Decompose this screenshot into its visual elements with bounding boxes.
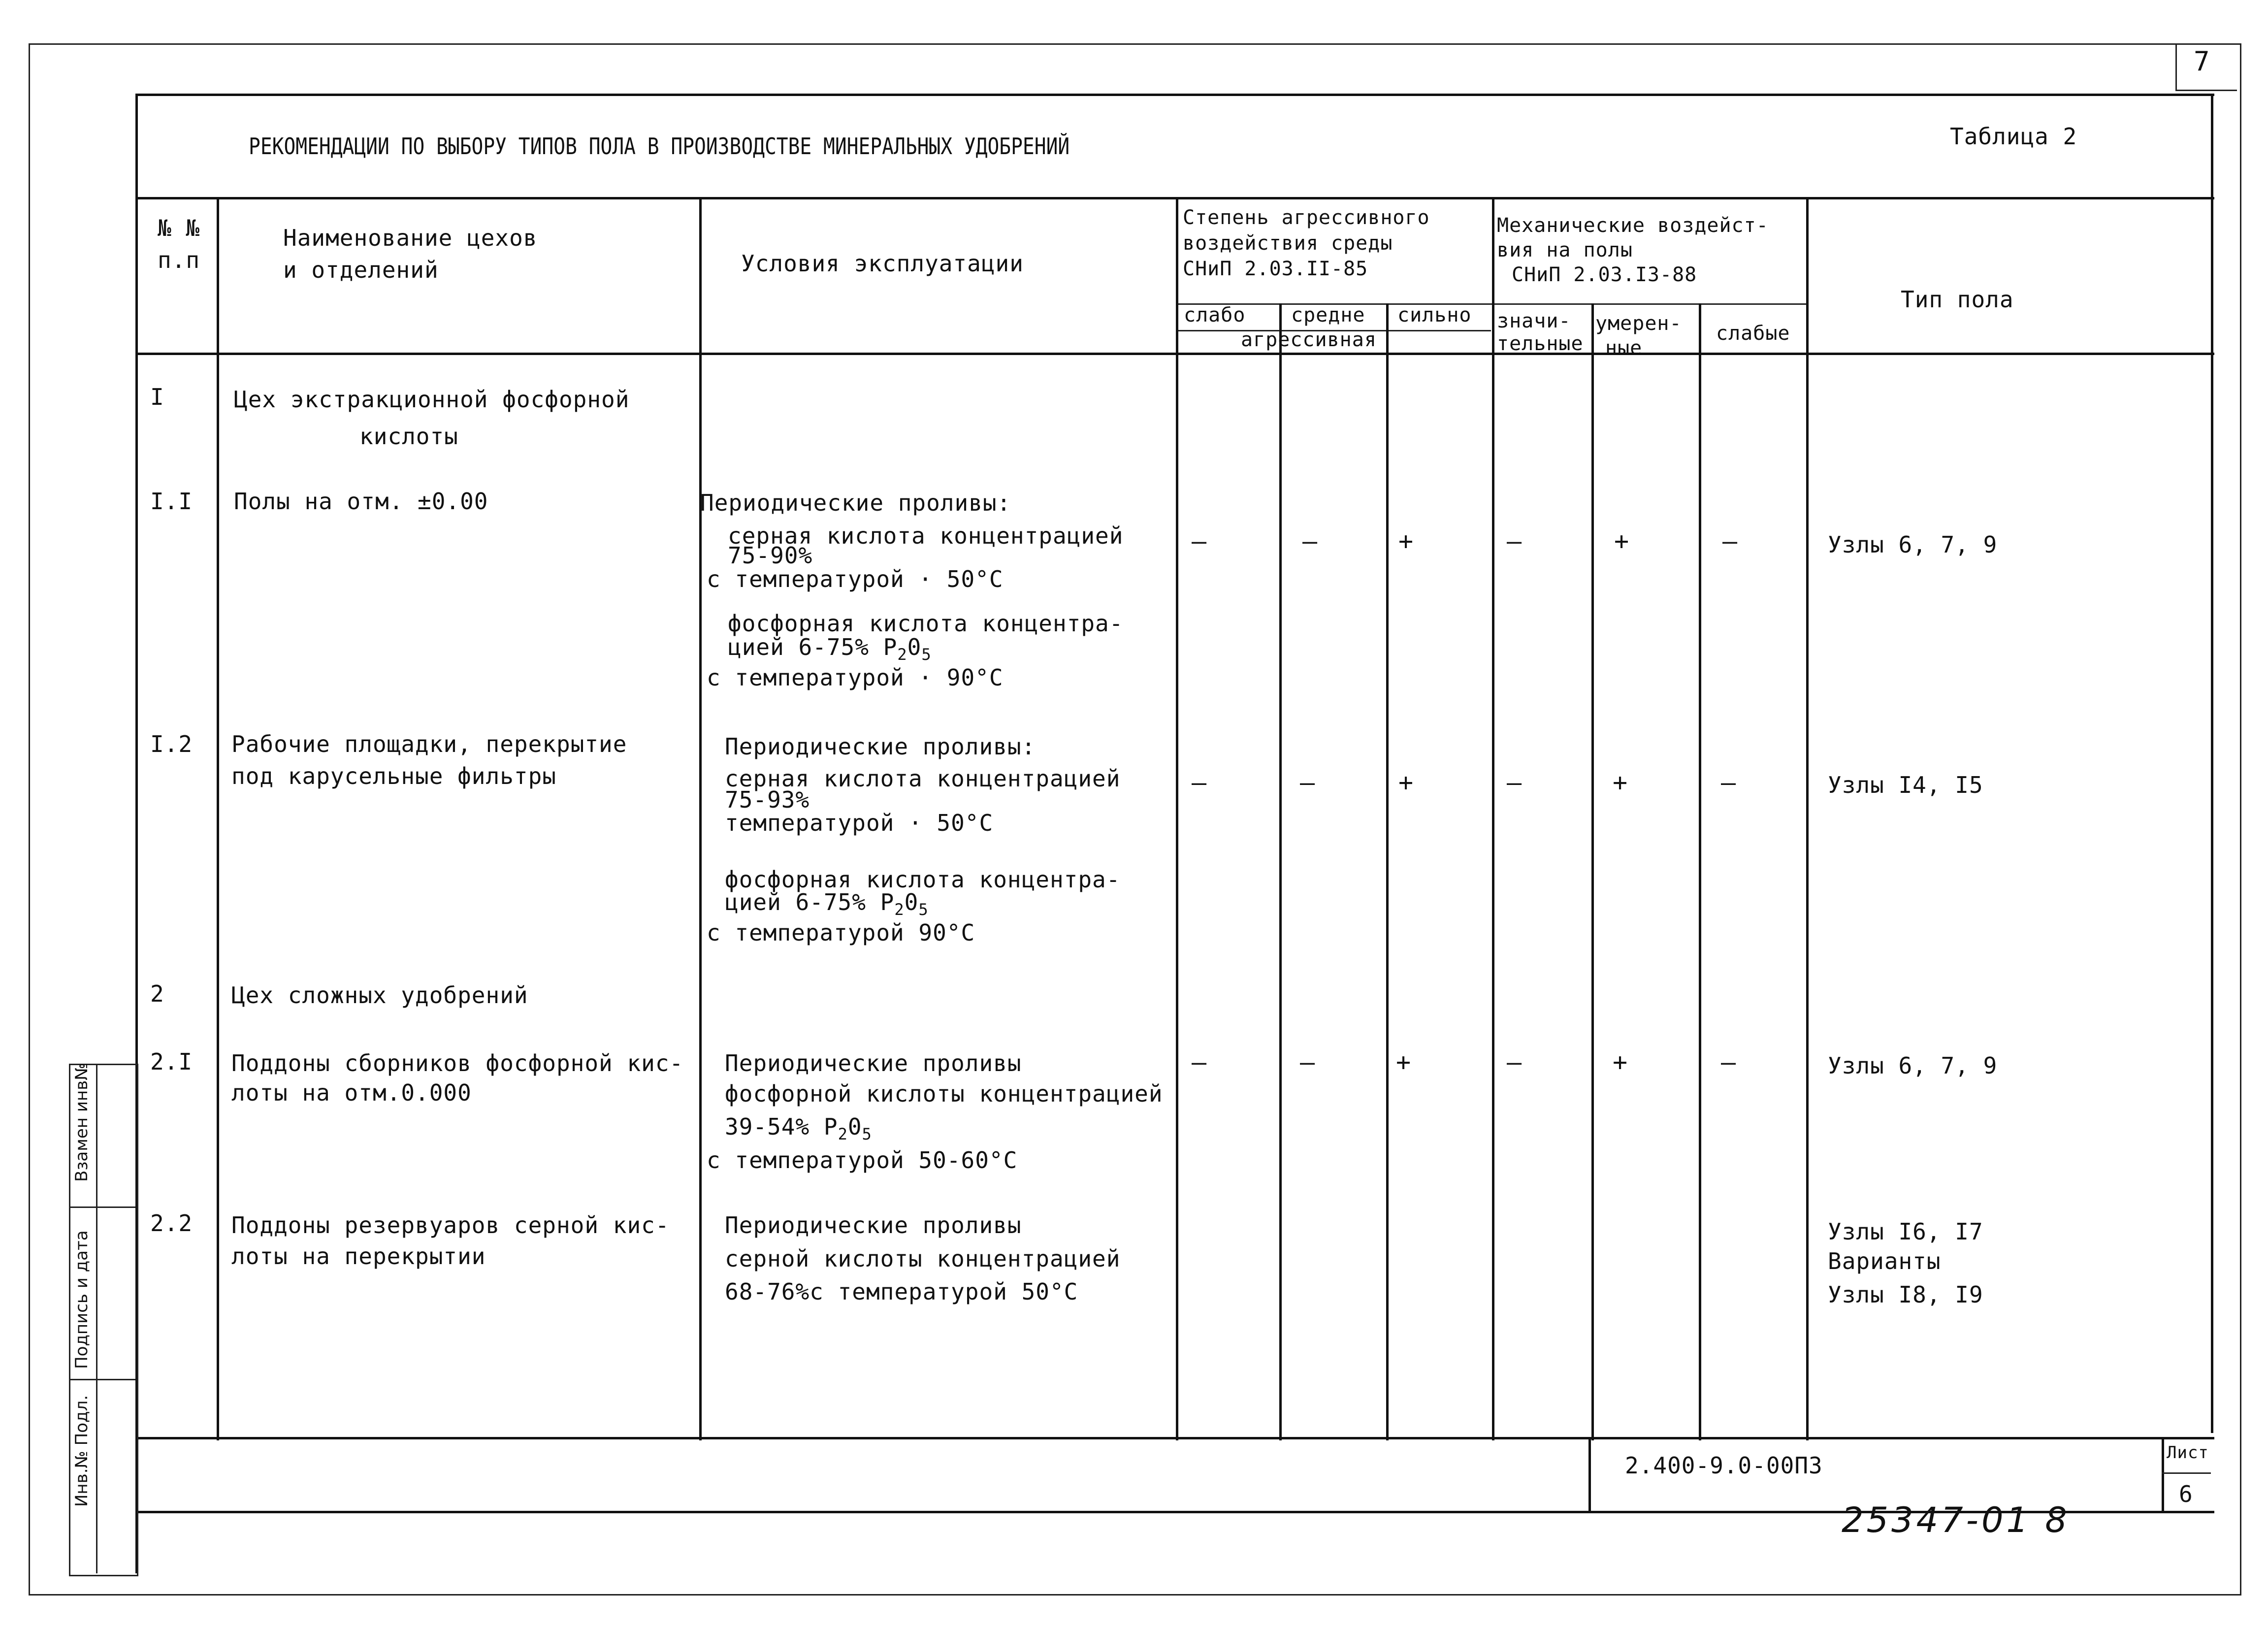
row-21-cond-1: Периодические проливы (725, 1050, 1022, 1076)
header-aggr-common: агрессивная (1241, 328, 1377, 351)
row-12-cond-3: 75-93% (725, 786, 810, 813)
side-label-inv: Инв.№ Подл. (72, 1395, 92, 1507)
side-label-sign: Подпись и дата (72, 1230, 92, 1369)
row-12-name-2: под карусельные фильтры (231, 763, 556, 789)
header-mech-moderate-2: ные (1605, 337, 1643, 359)
side-label-replace: Взамен инв№ (72, 1063, 92, 1182)
col-line-conditions (1176, 197, 1178, 1440)
row-11-mech-weak: – (1722, 527, 1738, 555)
row-21-name-2: лоты на отм.0.000 (231, 1079, 472, 1106)
row-12-cond-6-sub-b: 5 (918, 900, 929, 919)
row-12-cond-6-o: 0 (904, 889, 919, 915)
stamp-sheet-line (2162, 1472, 2211, 1474)
row-11-name-value: ±0.00 (418, 488, 488, 515)
row-12-cond-4: температурой · 50°С (725, 810, 994, 836)
side-stamp-sep-2 (69, 1379, 135, 1380)
row-21-num: 2.I (150, 1048, 193, 1075)
row-11-cond-6-sub-b: 5 (921, 645, 932, 664)
header-mech-3: СНиП 2.03.I3-88 (1512, 263, 1697, 286)
header-num-1: № № (158, 215, 200, 241)
row-12-mech-weak: – (1721, 768, 1737, 797)
row-11-name-text: Полы на отм. (234, 488, 418, 515)
handwritten-number: 25347-01 8 (1842, 1500, 2070, 1540)
row-12-cond-7: с температурой 90°С (707, 919, 975, 946)
row-12-name-1: Рабочие площадки, перекрытие (231, 731, 627, 757)
row-11-cond-3: 75-90% (728, 542, 813, 569)
header-conditions: Условия эксплуатации (741, 250, 1024, 277)
row-11-aggr-medium: – (1302, 527, 1318, 555)
header-bottom-line (135, 353, 2214, 355)
row-11-cond-2: серная кислота концентрацией (728, 522, 1124, 549)
row-11-aggr-weak: – (1192, 527, 1207, 555)
header-mech-weak: слабые (1716, 322, 1790, 345)
stamp-sheet-divider (2162, 1437, 2164, 1511)
row-12-aggr-medium: – (1300, 768, 1316, 797)
row-21-cond-3-text: 39-54% P (725, 1113, 838, 1140)
header-aggr-2: воздействия среды (1183, 232, 1393, 255)
col-line-name (699, 197, 702, 1440)
row-12-mech-significant: – (1507, 768, 1523, 797)
header-aggr-3: СНиП 2.03.II-85 (1183, 258, 1368, 280)
row-11-cond-5: фосфорная кислота концентра- (728, 610, 1124, 637)
row-22-cond-1: Периодические проливы (725, 1212, 1022, 1238)
row-11-mech-moderate: + (1614, 527, 1630, 555)
row-12-cond-6-sub-a: 2 (894, 900, 905, 919)
row-11-cond-6-text: цией 6-75% P (728, 634, 898, 660)
side-stamp-col (96, 1064, 97, 1573)
corner-number: 7 (2194, 46, 2210, 77)
header-floor-type: Тип пола (1901, 286, 2014, 313)
header-name-2: и отделений (283, 257, 439, 283)
row-21-mech-weak: – (1721, 1048, 1737, 1076)
row-11-name (234, 489, 488, 514)
row-12-aggr-weak: – (1192, 768, 1207, 797)
row-11-aggr-strong: + (1398, 527, 1414, 555)
row-11-cond-6-o: 0 (907, 634, 922, 660)
header-mech-moderate-1: умерен- (1595, 312, 1682, 335)
row-22-type-3: Узлы I8, I9 (1828, 1281, 1983, 1308)
row-11-type: Узлы 6, 7, 9 (1828, 531, 1998, 558)
row-12-cond-6 (725, 889, 929, 922)
header-aggr-1: Степень агрессивного (1183, 206, 1430, 229)
header-aggr-medium: средне (1291, 304, 1365, 326)
header-mech-significant-2: тельные (1497, 332, 1584, 355)
row-21-name-1: Поддоны сборников фосфорной кис- (231, 1050, 684, 1076)
stamp-top-line (135, 1437, 2214, 1439)
row-2-name: Цех сложных удобрений (231, 982, 528, 1009)
row-12-cond-1: Периодические проливы: (725, 733, 1036, 760)
row-21-cond-2: фосфорной кислоты концентрацией (725, 1080, 1163, 1107)
header-mech-2: вия на полы (1497, 239, 1633, 261)
row-21-cond-3-sub-b: 5 (862, 1125, 872, 1143)
header-name-1: Наименование цехов (283, 225, 538, 251)
row-22-num: 2.2 (150, 1210, 193, 1237)
row-2-num: 2 (150, 980, 164, 1007)
row-12-type: Узлы I4, I5 (1828, 772, 1983, 798)
table-right-border (2211, 94, 2213, 1433)
row-21-mech-significant: – (1507, 1048, 1523, 1076)
table-top-border (135, 94, 2214, 96)
row-11-cond-6 (728, 634, 932, 667)
header-aggr-strong: сильно (1397, 304, 1472, 326)
col-line-type (1806, 197, 1809, 1440)
row-21-aggr-medium: – (1300, 1048, 1316, 1076)
header-mech-significant-1: значи- (1497, 310, 1571, 332)
row-11-cond-4: с температурой · 50°С (707, 566, 1004, 592)
header-top-line (135, 197, 2214, 199)
row-21-aggr-strong: + (1396, 1048, 1412, 1076)
row-11-cond-1: Периодические проливы: (700, 489, 1011, 516)
header-mech-1: Механические воздейст- (1497, 214, 1769, 237)
col-line-aggr-1 (1279, 303, 1282, 1440)
row-12-cond-5: фосфорная кислота концентра- (725, 866, 1121, 893)
col-line-num (217, 197, 219, 1440)
row-11-cond-7: с температурой · 90°С (707, 664, 1004, 691)
stamp-divider (1588, 1437, 1591, 1511)
stamp-sheet-label: Лист (2167, 1443, 2209, 1463)
row-22-cond-2: серной кислоты концентрацией (725, 1245, 1121, 1272)
row-12-cond-2: серная кислота концентрацией (725, 765, 1121, 792)
row-21-cond-4: с температурой 50-60°С (707, 1147, 1018, 1173)
row-22-name-1: Поддоны резервуаров серной кис- (231, 1212, 670, 1238)
row-22-cond-3: 68-76%с температурой 50°С (725, 1278, 1078, 1305)
row-21-aggr-weak: – (1192, 1048, 1207, 1076)
row-11-num: I.I (150, 488, 193, 515)
row-12-num: I.2 (150, 731, 193, 757)
side-stamp-sep-1 (69, 1206, 135, 1208)
header-aggr-weak: слабо (1184, 304, 1246, 326)
row-22-name-2: лоты на перекрытии (231, 1243, 486, 1270)
row-1-name-1: Цех экстракционной фосфорной (234, 386, 630, 413)
row-21-type: Узлы 6, 7, 9 (1828, 1052, 1998, 1079)
header-num-2: п.п (158, 247, 200, 273)
row-11-mech-significant: – (1507, 527, 1523, 555)
row-1-name-2: кислоты (359, 423, 458, 450)
col-line-aggr-2 (1386, 303, 1389, 1440)
col-line-mech-2 (1699, 303, 1701, 1440)
row-21-cond-3-o: 0 (847, 1113, 862, 1140)
row-21-cond-3 (725, 1114, 872, 1147)
row-22-type-2: Варианты (1828, 1248, 1941, 1274)
stamp-doc-code: 2.400-9.0-00ПЗ (1625, 1452, 1823, 1479)
row-11-cond-6-sub-a: 2 (897, 645, 907, 664)
page-title: РЕКОМЕНДАЦИИ ПО ВЫБОРУ ТИПОВ ПОЛА В ПРОИЗВОДСТВЕ МИНЕРАЛЬНЫХ УДОБРЕНИЙ (249, 133, 1070, 160)
col-line-mech-1 (1591, 303, 1594, 1440)
row-21-cond-3-sub-a: 2 (838, 1125, 848, 1143)
row-21-mech-moderate: + (1613, 1048, 1628, 1076)
stamp-sheet-number: 6 (2179, 1481, 2193, 1507)
row-12-cond-6-text: цией 6-75% P (725, 889, 895, 915)
aggr-sub-line (1176, 303, 1806, 305)
col-line-mech (1492, 197, 1494, 1440)
row-12-mech-moderate: + (1613, 768, 1628, 797)
row-12-aggr-strong: + (1398, 768, 1414, 797)
row-1-num: I (150, 384, 164, 410)
table-label: Таблица 2 (1950, 123, 2077, 150)
row-22-type-1: Узлы I6, I7 (1828, 1218, 1983, 1245)
